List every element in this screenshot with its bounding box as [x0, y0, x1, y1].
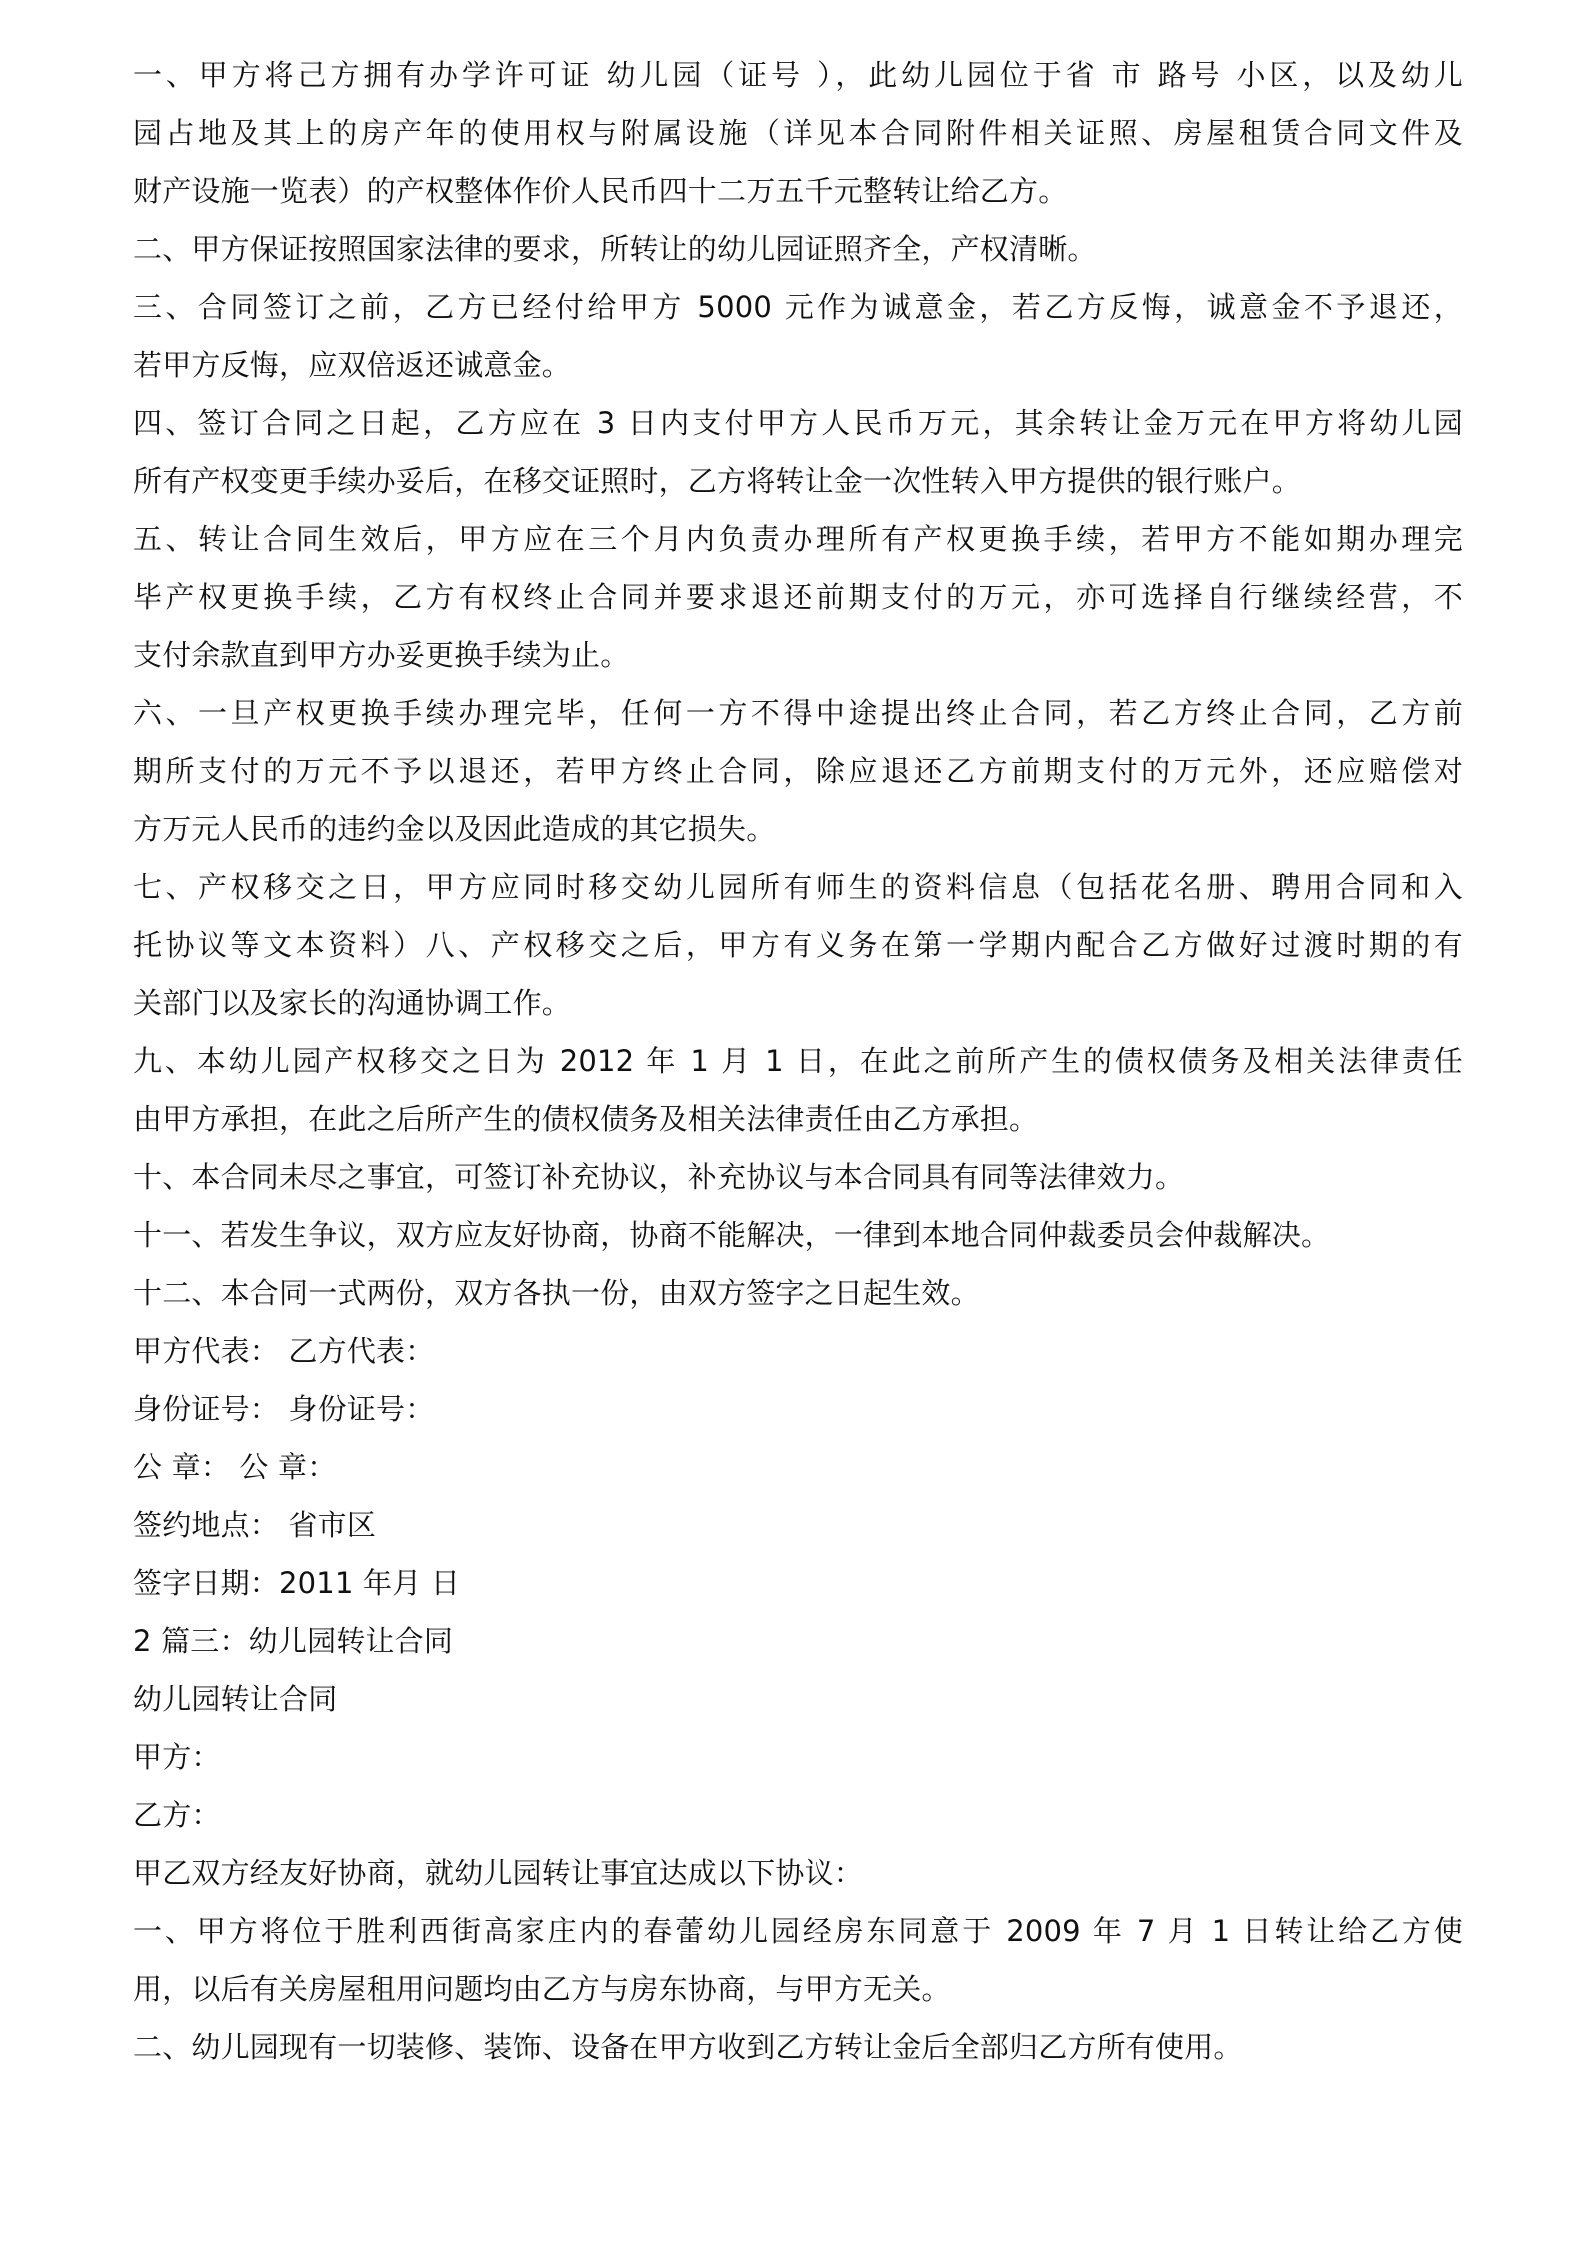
clause-5-line-3: 支付余款直到甲方办妥更换手续为止。 — [133, 638, 630, 672]
section-heading: 2 篇三：幼儿园转让合同 — [133, 1624, 454, 1658]
clause-7-line-1: 七、产权移交之日，甲方应同时移交幼儿园所有师生的资料信息（包括花名册、聘用合同和入 — [133, 870, 1463, 904]
new-clause-1-line-1: 一、甲方将位于胜利西街高家庄内的春蕾幼儿园经房东同意于 2009 年 7 月 1 日转让给乙方使 — [133, 1914, 1463, 1948]
signature-representatives: 甲方代表： 乙方代表： — [133, 1334, 435, 1368]
party-a: 甲方： — [133, 1740, 221, 1774]
clause-1-line-2: 园占地及其上的房产年的使用权与附属设施（详见本合同附件相关证照、房屋租赁合同文件及 — [133, 116, 1463, 150]
clause-4-line-2: 所有产权变更手续办妥后，在移交证照时，乙方将转让金一次性转入甲方提供的银行账户。 — [133, 464, 1302, 498]
signing-date: 签字日期：2011 年月 日 — [133, 1566, 461, 1600]
signature-seals: 公 章： 公 章： — [133, 1450, 337, 1484]
clause-12: 十二、本合同一式两份，双方各执一份，由双方签字之日起生效。 — [133, 1276, 980, 1310]
signing-place: 签约地点： 省市区 — [133, 1508, 377, 1542]
party-b: 乙方： — [133, 1798, 221, 1832]
new-clause-2: 二、幼儿园现有一切装修、装饰、设备在甲方收到乙方转让金后全部归乙方所有使用。 — [133, 2030, 1243, 2064]
clause-4-line-1: 四、签订合同之日起，乙方应在 3 日内支付甲方人民币万元，其余转让金万元在甲方将幼儿园 — [133, 406, 1463, 440]
clause-9-line-2: 由甲方承担，在此之后所产生的债权债务及相关法律责任由乙方承担。 — [133, 1102, 1039, 1136]
clause-7-line-2: 托协议等文本资料）八、产权移交之后，甲方有义务在第一学期内配合乙方做好过渡时期的有 — [133, 928, 1463, 962]
clause-6-line-3: 方万元人民币的违约金以及因此造成的其它损失。 — [133, 812, 776, 846]
clause-2: 二、甲方保证按照国家法律的要求，所转让的幼儿园证照齐全，产权清晰。 — [133, 232, 1097, 266]
clause-1-line-1: 一、甲方将己方拥有办学许可证 幼儿园（证号 ），此幼儿园位于省 市 路号 小区，以及幼儿 — [133, 58, 1463, 92]
clause-10: 十、本合同未尽之事宜，可签订补充协议，补充协议与本合同具有同等法律效力。 — [133, 1160, 1185, 1194]
clause-3-line-2: 若甲方反悔，应双倍返还诚意金。 — [133, 348, 572, 382]
clause-11: 十一、若发生争议，双方应友好协商，协商不能解决，一律到本地合同仲裁委员会仲裁解决。 — [133, 1218, 1331, 1252]
clause-6-line-2: 期所支付的万元不予以退还，若甲方终止合同，除应退还乙方前期支付的万元外，还应赔偿对 — [133, 754, 1463, 788]
clause-5-line-2: 毕产权更换手续，乙方有权终止合同并要求退还前期支付的万元，亦可选择自行继续经营，不 — [133, 580, 1463, 614]
clause-9-line-1: 九、本幼儿园产权移交之日为 2012 年 1 月 1 日，在此之前所产生的债权债务及相关法律责任 — [133, 1044, 1463, 1078]
clause-7-line-3: 关部门以及家长的沟通协调工作。 — [133, 986, 572, 1020]
agreement-intro: 甲乙双方经友好协商，就幼儿园转让事宜达成以下协议： — [133, 1856, 864, 1890]
clause-5-line-1: 五、转让合同生效后，甲方应在三个月内负责办理所有产权更换手续，若甲方不能如期办理完 — [133, 522, 1463, 556]
document-title: 幼儿园转让合同 — [133, 1682, 338, 1716]
clause-6-line-1: 六、一旦产权更换手续办理完毕，任何一方不得中途提出终止合同，若乙方终止合同，乙方前 — [133, 696, 1463, 730]
signature-id-numbers: 身份证号： 身份证号： — [133, 1392, 435, 1426]
clause-3-line-1: 三、合同签订之前，乙方已经付给甲方 5000 元作为诚意金，若乙方反悔，诚意金不予退还， — [133, 290, 1463, 324]
clause-1-line-3: 财产设施一览表）的产权整体作价人民币四十二万五千元整转让给乙方。 — [133, 174, 1068, 208]
contract-document — [133, 46, 1463, 2076]
new-clause-1-line-2: 用，以后有关房屋租用问题均由乙方与房东协商，与甲方无关。 — [133, 1972, 951, 2006]
